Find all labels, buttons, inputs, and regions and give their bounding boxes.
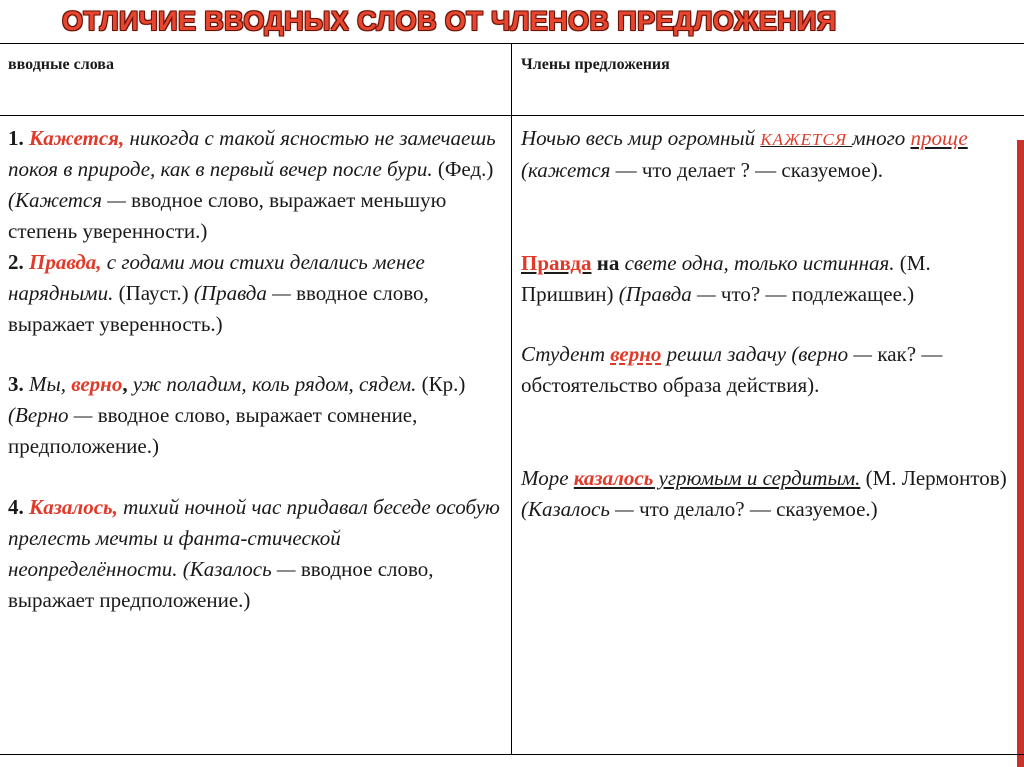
comma: , [122,372,128,396]
header-sentence-members: Члены предложения [521,56,670,73]
spacer [8,340,502,369]
note-text: вводное слово, выражает меньшую степень уверенности.) [8,188,447,243]
note-text: вводное слово, выражает сомнение, предположение.) [8,403,418,458]
note-text: вводное слово, выражает предположение.) [8,557,434,612]
example-text: на [591,251,620,275]
example-text: Море [521,466,574,490]
example-text: с годами мои стихи делались менее нарядными. [8,250,425,305]
example-source: (Кр.) [416,372,466,396]
spacer [521,401,1017,463]
left-column [8,123,502,616]
note-word: (Правда — [193,281,291,305]
table-header-divider [0,115,1024,116]
example-number: 2. [8,250,24,274]
table-top-border [0,43,1024,44]
example-source: (М. Лермонтов) [860,466,1007,490]
intro-word: Правда, [29,250,102,274]
predicate-word: проще [910,126,968,150]
subject-word: Правда [521,251,592,275]
right-column [521,123,1017,525]
example-number: 4. [8,495,24,519]
spacer [521,186,1017,248]
note-text: — что делает ? — сказуемое). [615,158,883,182]
adverbial-word: верно [610,342,662,366]
note-text: как? — обстоятельство образа действия). [521,342,943,397]
left-example-1 [8,123,502,247]
page-title: ОТЛИЧИЕ ВВОДНЫХ СЛОВ ОТ ЧЛЕНОВ ПРЕДЛОЖЕНИЯ [62,6,837,36]
predicate-word: казалось [573,466,654,490]
intro-word: верно [71,372,123,396]
example-number: 1. [8,126,24,150]
accent-side-bar [1017,140,1024,767]
note-text: что делало? — сказуемое.) [633,497,878,521]
right-example-2 [521,248,1017,310]
left-example-3 [8,369,502,462]
example-source: (М. Пришвин) [521,251,931,306]
example-text: Мы, [23,372,72,396]
note-word: (Казалось — [521,497,634,521]
table-bottom-border [0,754,1024,755]
intro-word: Кажется, [29,126,125,150]
example-source: (Фед.) [432,157,494,181]
example-text: тихий ночной час придавал беседе особую прелесть мечты и фанта-стической неопределённости. [8,495,500,581]
example-text: Студент [521,342,611,366]
left-example-2 [8,247,502,340]
right-example-1 [521,123,1017,186]
table-column-divider [511,43,512,754]
intro-word: Казалось, [29,495,118,519]
predicate-word: КАЖЕТСЯ [760,130,853,149]
example-text: никогда с такой ясностью не замечаешь покоя в природе, как в первый вечер после бури. [8,126,496,181]
note-word: (Кажется — [8,188,126,212]
spacer [8,462,502,492]
example-text: свете одна, только истинная. [619,251,895,275]
header-intro-words: вводные слова [8,56,114,73]
example-text: угрюмым и сердитым. [653,466,861,490]
note-word: (Верно — [8,403,93,427]
example-source: (Пауст.) [113,281,194,305]
right-example-3 [521,339,1017,401]
example-text: Ночью весь мир огромный [521,126,761,150]
note-word: (Правда — [618,282,716,306]
right-example-4 [521,463,1017,525]
note-text: что? — подлежащее.) [715,282,915,306]
left-example-4 [8,492,502,616]
example-text: решил задачу (верно — [661,342,873,366]
note-text: вводное слово, выражает уверенность.) [8,281,429,336]
example-number: 3. [8,372,24,396]
spacer [521,310,1017,339]
note-word: (Казалось — [177,557,296,581]
example-text: уж поладим, коль рядом, сядем. [127,372,417,396]
example-text: много [852,126,911,150]
note-word: (кажется [521,158,616,182]
